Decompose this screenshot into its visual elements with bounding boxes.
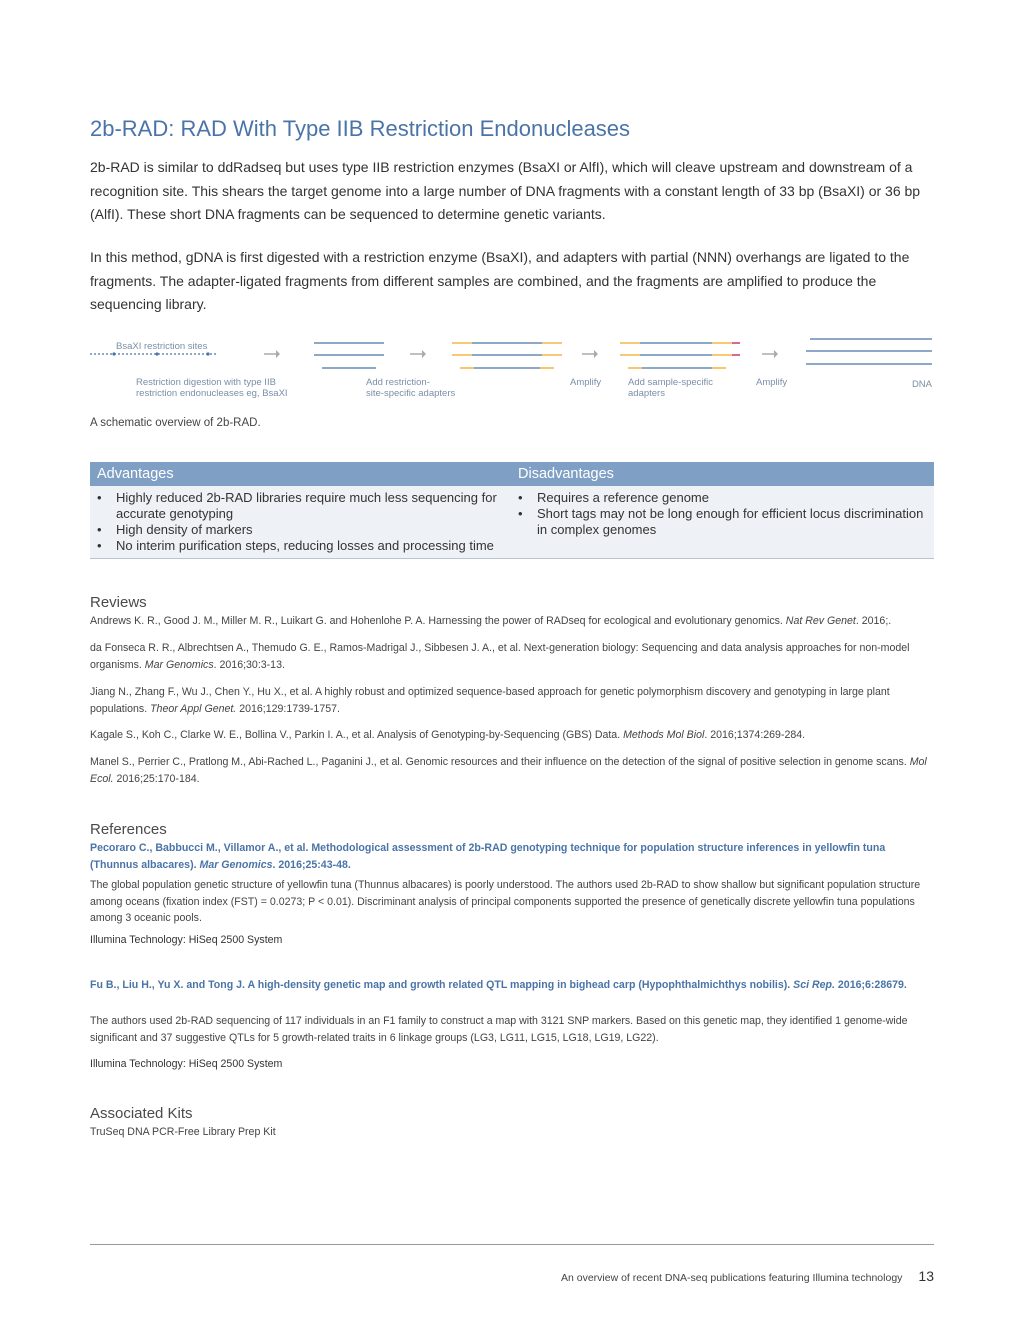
- footer-divider: [90, 1244, 934, 1245]
- review-journal: Methods Mol Biol: [623, 729, 705, 741]
- table-body: [90, 486, 934, 558]
- pros-cons-table: [90, 462, 934, 559]
- arrow-icon: [264, 350, 280, 358]
- reference-journal: Mar Genomics: [199, 858, 273, 871]
- reference-summary: The global population genetic structure of yellowfin tuna (Thunnus albacares) is poorly understood. The authors used 2b-RAD to show shallow but significant population structure among oceans (fixation index (FST) = 0.0273; P < 0.01). Discriminant analysis of principal components supported the presence of genetically discrete yellowfin tuna populations among 3 oceanic pools.: [90, 879, 921, 924]
- step4-label: Add sample-specific: [628, 377, 714, 388]
- step1-label: Restriction digestion with type IIB: [136, 377, 276, 388]
- review-item: [90, 727, 936, 744]
- disadvantages-header: Disadvantages: [518, 466, 614, 482]
- arrow-icon: [582, 350, 598, 358]
- review-text: Kagale S., Koh C., Clarke W. E., Bollina V., Parkin I. A., et al. Analysis of Genotyping-by-Sequencing (GBS) Data.: [90, 729, 624, 741]
- digested-fragments: [314, 343, 384, 368]
- review-item: [90, 684, 936, 717]
- review-item: [90, 640, 936, 673]
- review-journal: Mol Ecol.: [90, 756, 927, 785]
- review-journal: Mar Genomics: [144, 658, 214, 671]
- review-tail: . 2016;1374:269-284.: [704, 729, 806, 741]
- workflow-diagram: [90, 332, 934, 412]
- arrow-icon: [762, 350, 778, 358]
- reference-summary: The authors used 2b-RAD sequencing of 117 individuals in an F1 family to construct a map with 3121 SNP markers. Based on this genetic map, they identified 1 genome-wide significant and 37 suggestive QTLs for 5 growth-related traits in 6 linkage groups (LG3, LG11, LG15, LG18, LG19, LG22).: [90, 1015, 908, 1044]
- reference-tail: . 2016;25:43-48.: [272, 858, 351, 871]
- dna-library: [806, 339, 932, 364]
- list-item: • No interim purification steps, reducing losses and processing time: [90, 538, 511, 554]
- reference-title: Pecoraro C., Babbucci M., Villamor A., et al. Methodological assessment of 2b-RAD genotyping technique for population structure inferences in yellowfin tuna (Thunnus albacares).: [90, 842, 886, 871]
- review-journal: Theor Appl Genet.: [150, 702, 237, 715]
- reference-citation[interactable]: [90, 840, 936, 873]
- reference-citation[interactable]: [90, 977, 936, 994]
- sites-label: BsaXI restriction sites: [116, 341, 208, 352]
- restriction-site-marker: [112, 352, 115, 355]
- figure-caption: A schematic overview of 2b-RAD.: [90, 417, 261, 429]
- list-item: • Highly reduced 2b-RAD libraries require much less sequencing for accurate genotyping: [90, 490, 511, 522]
- review-tail: . 2016;30:3-13.: [213, 658, 285, 671]
- step2-label: Add restriction-: [366, 377, 430, 388]
- review-tail: . 2016;.: [855, 615, 892, 627]
- reference-tail: 2016;6:28679.: [834, 979, 907, 991]
- restriction-site-marker: [155, 352, 158, 355]
- table-header: [90, 462, 934, 486]
- restriction-site-marker: [206, 352, 209, 355]
- review-text: Manel S., Perrier C., Pratlong M., Abi-Rached L., Paganini J., et al. Genomic resources and their influence on the detection of the signal of positive selection in genome scans.: [90, 756, 910, 768]
- references-heading: References: [90, 821, 167, 838]
- method-paragraph: In this method, gDNA is first digested with a restriction enzyme (BsaXI), and adapters with partial (NNN) overhangs are ligated to the fragments. The adapter-ligated fragments from different samples are combined, and the fragments are amplified to produce the sequencing library.: [90, 249, 910, 312]
- review-journal: Nat Rev Genet: [785, 615, 856, 627]
- step5-label: Amplify: [756, 377, 788, 388]
- sample-adapter-fragments: [620, 343, 740, 368]
- reference-journal: Sci Rep.: [793, 979, 835, 991]
- review-tail: 2016;25:170-184.: [113, 772, 200, 785]
- review-tail: 2016;129:1739-1757.: [236, 702, 340, 715]
- review-text: Jiang N., Zhang F., Wu J., Chen Y., Hu X., et al. A highly robust and optimized sequence-based approach for genetic polymorphism discovery and genotyping in large plant populations.: [90, 686, 890, 715]
- arrow-icon: [410, 350, 426, 358]
- reference-technology: Illumina Technology: HiSeq 2500 System: [90, 1058, 283, 1070]
- review-item: [90, 754, 936, 787]
- adapter-ligated-fragments: [452, 343, 562, 368]
- reviews-heading: Reviews: [90, 594, 147, 611]
- review-item: [90, 613, 936, 630]
- step4-label-2: adapters: [628, 388, 665, 399]
- step3-label: Amplify: [570, 377, 602, 388]
- review-text: da Fonseca R. R., Albrechtsen A., Themudo G. E., Ramos-Madrigal J., Sibbesen J. A., et al. Next-generation biology: Sequencing and data analysis approaches for non-model organisms.: [90, 642, 910, 671]
- intro-paragraph: 2b-RAD is similar to ddRadseq but uses type IIB restriction enzymes (BsaXI or AlfI), which will cleave upstream and downstream of a recognition site. This shears the target genome into a large number of DNA fragments with a constant length of 33 bp (BsaXI) or 36 bp (AlfI). These short DNA fragments can be sequenced to determine genetic variants.: [90, 159, 921, 222]
- advantages-list: [90, 490, 511, 554]
- disadvantages-list: [511, 490, 934, 554]
- kits-heading: Associated Kits: [90, 1105, 193, 1122]
- footer-text: An overview of recent DNA-seq publications featuring Illumina technology: [560, 1272, 903, 1284]
- list-item: • High density of markers: [90, 522, 511, 538]
- list-item: • Short tags may not be long enough for efficient locus discrimination in complex genomes: [511, 506, 934, 538]
- advantages-header: Advantages: [97, 466, 174, 482]
- page-title: 2b-RAD: RAD With Type IIB Restriction Endonucleases: [90, 116, 631, 141]
- step1-label-2: restriction endonucleases eg, BsaXI: [136, 388, 288, 399]
- step6-label: DNA: [911, 379, 932, 390]
- reference-title: Fu B., Liu H., Yu X. and Tong J. A high-density genetic map and growth related QTL mapping in bighead carp (Hypophthalmichthys nobilis).: [90, 979, 794, 991]
- review-text: Andrews K. R., Good J. M., Miller M. R., Luikart G. and Hohenlohe P. A. Harnessing the power of RADseq for ecological and evolutionary genomics.: [90, 615, 786, 627]
- list-item: • Requires a reference genome: [511, 490, 934, 506]
- kit-item: TruSeq DNA PCR-Free Library Prep Kit: [90, 1126, 276, 1138]
- step2-label-2: site-specific adapters: [366, 388, 456, 399]
- reference-technology: Illumina Technology: HiSeq 2500 System: [90, 934, 283, 946]
- footer: [561, 1268, 934, 1284]
- page-number: 13: [918, 1268, 934, 1284]
